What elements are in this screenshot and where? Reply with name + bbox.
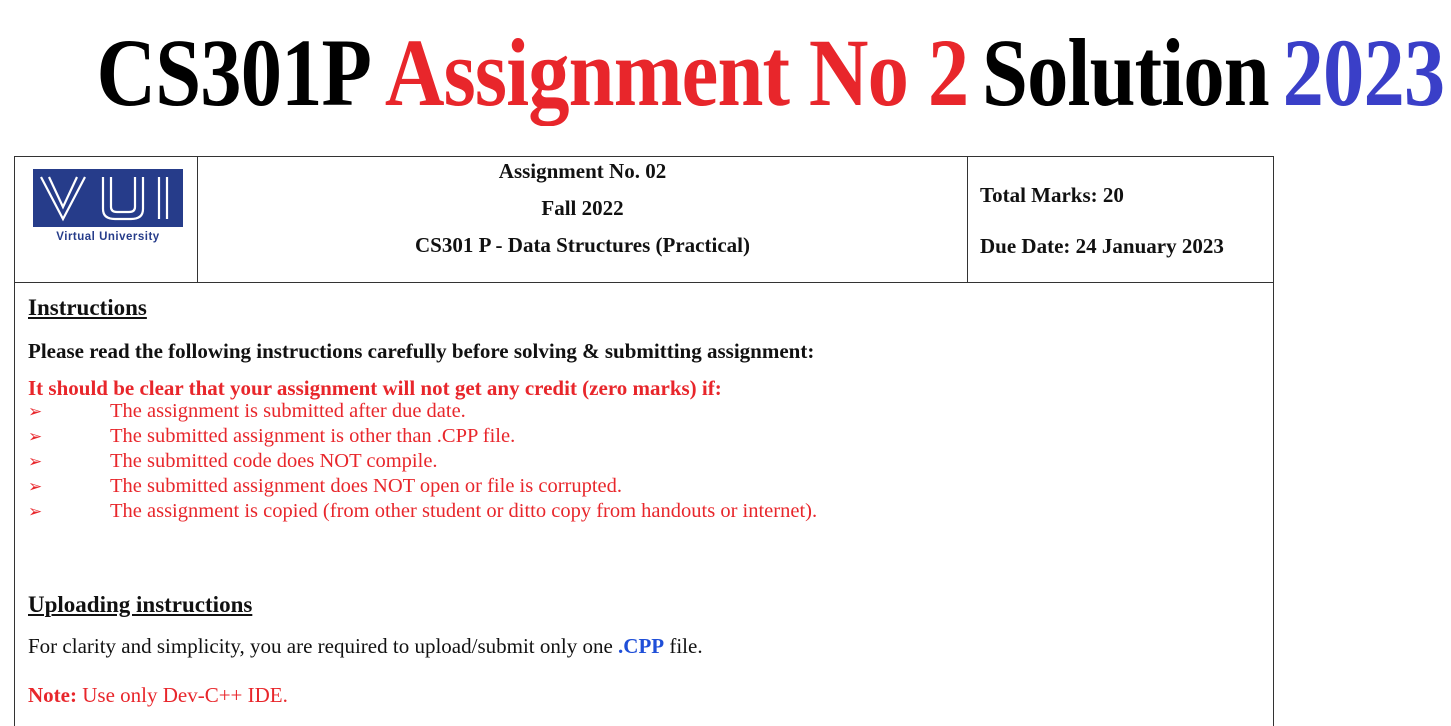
note-label: Note: xyxy=(28,683,77,707)
assignment-number: Assignment No. 02 xyxy=(498,159,667,183)
marks-cell xyxy=(968,157,1273,282)
total-marks: Total Marks: 20 xyxy=(980,183,1124,207)
arrow-bullet-icon: ➢ xyxy=(28,402,43,422)
instructions-heading: Instructions xyxy=(28,295,147,320)
uploading-text xyxy=(28,634,703,659)
uploading-text-before: For clarity and simplicity, you are required to upload/submit only one xyxy=(28,634,619,658)
page-banner-title xyxy=(90,18,1445,128)
list-item xyxy=(28,450,438,473)
semester: Fall 2022 xyxy=(541,196,624,220)
vu-logo-icon xyxy=(33,169,183,227)
credit-warning: It should be clear that your assignment will not get any credit (zero marks) if: xyxy=(28,376,722,400)
bullet-text: The submitted assignment does NOT open or file is corrupted. xyxy=(110,475,623,497)
list-item xyxy=(28,400,466,423)
arrow-bullet-icon: ➢ xyxy=(28,477,43,497)
document-header xyxy=(15,157,1273,283)
course-title: CS301 P - Data Structures (Practical) xyxy=(415,233,750,257)
list-item xyxy=(28,500,817,523)
bullet-text: The submitted code does NOT compile. xyxy=(110,450,438,472)
logo-caption: Virtual University xyxy=(56,231,160,243)
banner-solution: Solution xyxy=(982,19,1269,126)
arrow-bullet-icon: ➢ xyxy=(28,427,43,447)
logo-cell xyxy=(15,157,198,282)
arrow-bullet-icon: ➢ xyxy=(28,502,43,522)
bullet-text: The assignment is copied (from other student or ditto copy from handouts or internet). xyxy=(110,500,818,522)
list-item xyxy=(28,475,622,498)
instructions-intro: Please read the following instructions carefully before solving & submitting assignment: xyxy=(28,339,815,363)
vu-logo xyxy=(33,169,183,227)
assignment-document xyxy=(14,156,1274,726)
banner-course-code: CS301P xyxy=(96,19,372,126)
cpp-highlight: .CPP xyxy=(618,634,665,658)
assignment-info-cell xyxy=(198,157,968,282)
arrow-bullet-icon: ➢ xyxy=(28,452,43,472)
list-item xyxy=(28,425,515,448)
due-date: Due Date: 24 January 2023 xyxy=(980,234,1224,258)
note-text: Use only Dev-C++ IDE. xyxy=(76,683,288,707)
note-line xyxy=(28,683,288,708)
bullet-text: The submitted assignment is other than .CPP file. xyxy=(110,425,516,447)
bullet-text: The assignment is submitted after due date. xyxy=(110,400,466,422)
uploading-text-after: file. xyxy=(664,634,703,658)
banner-year: 2023 xyxy=(1282,19,1445,126)
uploading-heading: Uploading instructions xyxy=(28,592,253,617)
banner-assignment: Assignment No 2 xyxy=(384,19,969,126)
